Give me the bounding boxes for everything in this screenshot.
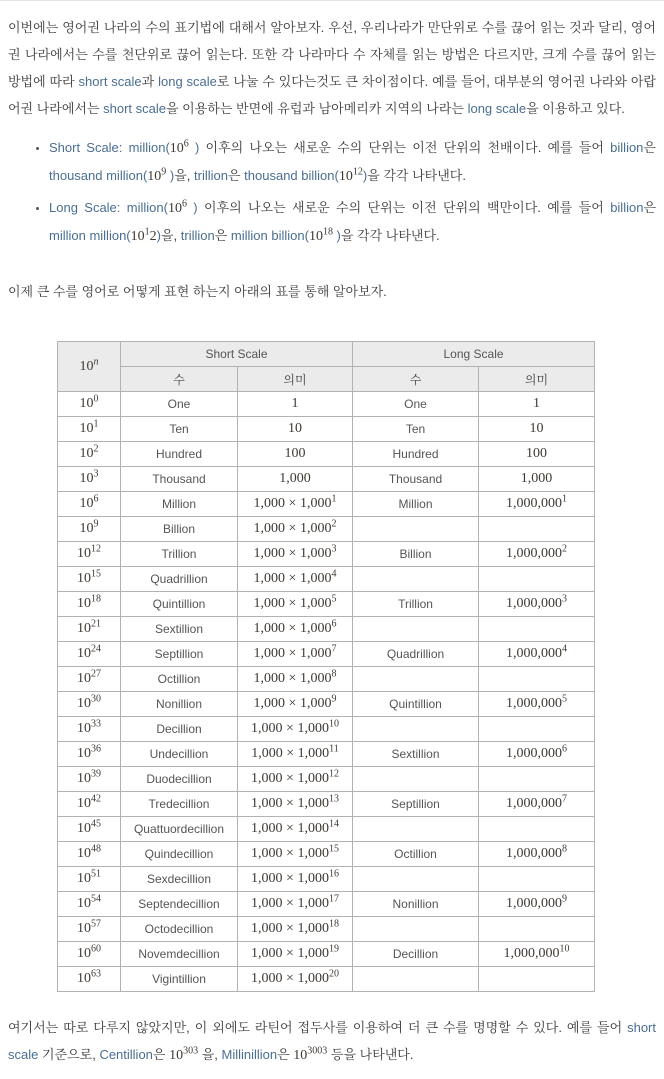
- exponent: 3: [93, 468, 99, 480]
- short-scale-name-cell: Thousand: [121, 467, 238, 492]
- short-scale-name-cell: Novemdecillion: [121, 942, 238, 967]
- long-scale-meaning-cell: 1: [479, 392, 595, 417]
- short-scale-name-cell: Quattuordecillion: [121, 817, 238, 842]
- short-number-header: 수: [121, 367, 238, 392]
- exponent: 2: [93, 443, 99, 455]
- table-row: [58, 642, 595, 667]
- table-row: [58, 867, 595, 892]
- power-cell: $10^{63}$: [58, 967, 121, 992]
- exponent: 6: [562, 743, 568, 755]
- math-text: 10: [338, 169, 353, 184]
- math-text: 6: [183, 138, 189, 150]
- short-scale-meaning-cell: 10: [238, 417, 353, 442]
- power-column-header: [58, 342, 121, 392]
- exponent: 36: [91, 743, 101, 755]
- english-text: trillion: [194, 168, 228, 183]
- power-cell: $10^{42}$: [58, 792, 121, 817]
- korean-text: 등을 나타낸다.: [327, 1047, 414, 1062]
- long-number-header: 수: [353, 367, 479, 392]
- korean-text: 이번에는 영어권 나라의 수의 표기법에 대해서 알아보자. 우선, 우리나라가 만단위로 수를 끊어 읽는 것과 달리, 영어권 나라에서는 수를 천단위로 끊어 읽는다. 또한 각 나라마다 수 자체를 읽는 방법은 다르지만, 크게 수를 끊어 읽는 방법에 따라: [8, 20, 656, 89]
- table-row: [58, 492, 595, 517]
- exponent: 10: [559, 943, 570, 955]
- math-text: 12: [352, 166, 363, 178]
- exponent: 17: [328, 893, 339, 905]
- short-scale-meaning-cell: 1: [238, 392, 353, 417]
- long-scale-meaning-cell: 1,000,000$^4$: [479, 642, 595, 667]
- short-scale-name-cell: One: [121, 392, 238, 417]
- korean-text: 로 나눌 수 있다는것도 큰 차이점이다. 예를 들어, 대부분의 영어권 나라와 아랍어권 나라에서는: [8, 74, 656, 116]
- english-text: billion: [610, 140, 644, 155]
- long-scale-meaning-cell: [479, 617, 595, 642]
- long-scale-meaning-cell: 1,000,000$^8$: [479, 842, 595, 867]
- exponent: 7: [331, 643, 337, 655]
- exponent: 6: [93, 493, 99, 505]
- top-divider: [0, 0, 664, 1]
- long-scale-name-cell: One: [353, 392, 479, 417]
- long-scale-name-cell: [353, 917, 479, 942]
- short-scale-meaning-cell: $1,000 \times 1,000^1$: [238, 492, 353, 517]
- long-scale-name-cell: Ten: [353, 417, 479, 442]
- exponent: 4: [331, 568, 337, 580]
- long-scale-meaning-cell: 1,000: [479, 467, 595, 492]
- english-text: ): [166, 168, 175, 183]
- table-row: [58, 667, 595, 692]
- exponent: 42: [91, 793, 101, 805]
- short-scale-name-cell: Sexdecillion: [121, 867, 238, 892]
- short-scale-name-cell: Vigintillion: [121, 967, 238, 992]
- english-text: million million(: [49, 228, 131, 243]
- exponent: 12: [328, 768, 339, 780]
- math-text: 10: [167, 201, 182, 216]
- long-scale-meaning-cell: [479, 667, 595, 692]
- short-scale-name-cell: Quadrillion: [121, 567, 238, 592]
- short-scale-meaning-cell: $1,000 \times 1,000^{18}$: [238, 917, 353, 942]
- math-text: 303: [183, 1045, 199, 1057]
- short-scale-meaning-cell: $1,000 \times 1,000^{17}$: [238, 892, 353, 917]
- power-cell: $10^3$: [58, 467, 121, 492]
- short-scale-meaning-cell: $1,000 \times 1,000^{11}$: [238, 742, 353, 767]
- long-scale-name-cell: Octillion: [353, 842, 479, 867]
- long-scale-name-cell: Septillion: [353, 792, 479, 817]
- power-cell: $10^{33}$: [58, 717, 121, 742]
- short-scale-meaning-cell: $1,000 \times 1,000^6$: [238, 617, 353, 642]
- korean-text: 은: [277, 1047, 294, 1062]
- long-scale-meaning-cell: 100: [479, 442, 595, 467]
- long-scale-meaning-cell: 1,000,000$^3$: [479, 592, 595, 617]
- exponent: 21: [91, 618, 101, 630]
- english-text: ): [156, 228, 161, 243]
- english-text: billion: [610, 200, 644, 215]
- english-text: short scale: [8, 1020, 656, 1062]
- number-scale-table: [57, 341, 595, 992]
- table-row: [58, 842, 595, 867]
- korean-text: 이후의 나오는 새로운 수의 단위는 이전 단위의 천배이다. 예를 들어: [199, 140, 611, 155]
- exponent: 9: [93, 518, 99, 530]
- english-text: Centillion: [99, 1047, 153, 1062]
- long-scale-name-cell: [353, 517, 479, 542]
- short-scale-name-cell: Sextillion: [121, 617, 238, 642]
- korean-text: 은: [214, 228, 231, 243]
- power-cell: $10^{21}$: [58, 617, 121, 642]
- long-scale-meaning-cell: [479, 567, 595, 592]
- long-scale-meaning-cell: [479, 867, 595, 892]
- exponent: 48: [91, 843, 101, 855]
- long-scale-name-cell: Trillion: [353, 592, 479, 617]
- math-text: 10: [293, 1048, 308, 1063]
- power-cell: $10^{51}$: [58, 867, 121, 892]
- long-scale-meaning-cell: [479, 517, 595, 542]
- table-header-row-2: [58, 367, 595, 392]
- short-scale-name-cell: Billion: [121, 517, 238, 542]
- table-row: [58, 517, 595, 542]
- table-row: [58, 917, 595, 942]
- english-text: Millinillion: [221, 1047, 278, 1062]
- math-text: 9: [161, 166, 167, 178]
- short-scale-meaning-cell: $1,000 \times 1,000^4$: [238, 567, 353, 592]
- long-scale-name-cell: [353, 567, 479, 592]
- power-cell: $10^{12}$: [58, 542, 121, 567]
- english-text: million billion(: [230, 228, 309, 243]
- table-row: [58, 567, 595, 592]
- english-text: ): [332, 228, 341, 243]
- short-scale-meaning-cell: 100: [238, 442, 353, 467]
- korean-text: 을,: [160, 228, 181, 243]
- korean-text: 을,: [198, 1047, 222, 1062]
- short-scale-meaning-cell: $1,000 \times 1,000^{16}$: [238, 867, 353, 892]
- short-scale-meaning-cell: $1,000 \times 1,000^7$: [238, 642, 353, 667]
- long-scale-name-cell: Nonillion: [353, 892, 479, 917]
- power-cell: $10^{54}$: [58, 892, 121, 917]
- exponent: 8: [562, 843, 568, 855]
- scale-table-body: [58, 392, 595, 992]
- power-cell: $10^2$: [58, 442, 121, 467]
- korean-text: 을 이용하는 반면에 유럽과 남아메리카 지역의 나라는: [166, 101, 468, 116]
- exponent: 11: [329, 743, 339, 755]
- power-cell: $10^6$: [58, 492, 121, 517]
- exponent: 63: [91, 968, 101, 980]
- long-scale-name-cell: [353, 717, 479, 742]
- short-scale-header: Short Scale: [121, 342, 353, 367]
- short-scale-meaning-cell: $1,000 \times 1,000^{20}$: [238, 967, 353, 992]
- exponent: 3: [331, 543, 337, 555]
- exponent: 45: [91, 818, 101, 830]
- exponent: 8: [331, 668, 337, 680]
- power-cell: $10^{30}$: [58, 692, 121, 717]
- exponent: 19: [328, 943, 339, 955]
- long-scale-meaning-cell: 1,000,000$^9$: [479, 892, 595, 917]
- long-scale-meaning-cell: [479, 717, 595, 742]
- short-scale-meaning-cell: $1,000 \times 1,000^{10}$: [238, 717, 353, 742]
- exponent: 1: [93, 418, 99, 430]
- long-scale-meaning-cell: 1,000,000$^2$: [479, 542, 595, 567]
- table-row: [58, 767, 595, 792]
- short-scale-name-cell: Hundred: [121, 442, 238, 467]
- exponent: 39: [91, 768, 101, 780]
- english-text: ): [362, 168, 368, 183]
- power-cell: $10^{36}$: [58, 742, 121, 767]
- math-text: 18: [322, 226, 333, 238]
- long-scale-name-cell: Thousand: [353, 467, 479, 492]
- short-scale-meaning-cell: $1,000 \times 1,000^9$: [238, 692, 353, 717]
- exponent: 18: [328, 918, 339, 930]
- table-intro-paragraph: [8, 278, 656, 305]
- short-scale-definition-item: [49, 134, 656, 190]
- short-scale-name-cell: Septillion: [121, 642, 238, 667]
- power-cell: $10^{39}$: [58, 767, 121, 792]
- table-row: [58, 817, 595, 842]
- exponent: 18: [91, 593, 101, 605]
- long-meaning-header: 의미: [479, 367, 595, 392]
- exponent: 16: [328, 868, 339, 880]
- long-scale-name-cell: [353, 867, 479, 892]
- korean-text: 을 각각 나타낸다.: [340, 228, 440, 243]
- long-scale-name-cell: [353, 967, 479, 992]
- long-scale-name-cell: Quintillion: [353, 692, 479, 717]
- exponent: 15: [328, 843, 339, 855]
- exponent: 3: [562, 593, 568, 605]
- table-row: [58, 542, 595, 567]
- exponent: 2: [562, 543, 568, 555]
- short-scale-name-cell: Trillion: [121, 542, 238, 567]
- short-scale-name-cell: Decillion: [121, 717, 238, 742]
- english-text: ): [186, 200, 198, 215]
- math-text: 3003: [307, 1045, 328, 1057]
- korean-text: 이제 큰 수를 영어로 어떻게 표현 하는지 아래의 표를 통해 알아보자.: [8, 284, 387, 299]
- long-scale-header: Long Scale: [353, 342, 595, 367]
- long-scale-meaning-cell: 10: [479, 417, 595, 442]
- exponent: 7: [562, 793, 568, 805]
- korean-text: 은: [643, 140, 656, 155]
- table-row: [58, 417, 595, 442]
- long-scale-name-cell: Sextillion: [353, 742, 479, 767]
- long-scale-meaning-cell: 1,000,000$^{10}$: [479, 942, 595, 967]
- math-text: 10: [169, 1048, 184, 1063]
- exponent: 24: [91, 643, 101, 655]
- long-scale-name-cell: [353, 667, 479, 692]
- exponent: 5: [562, 693, 568, 705]
- exponent: 2: [331, 518, 337, 530]
- math-text: 6: [181, 198, 187, 210]
- power-cell: $10^{18}$: [58, 592, 121, 617]
- table-row: [58, 742, 595, 767]
- korean-text: 을,: [174, 168, 195, 183]
- power-cell: $10^{57}$: [58, 917, 121, 942]
- english-text: short scale: [103, 101, 167, 116]
- table-header-row-1: [58, 342, 595, 367]
- table-row: [58, 967, 595, 992]
- exponent: 6: [331, 618, 337, 630]
- exponent: 5: [331, 593, 337, 605]
- long-scale-meaning-cell: 1,000,000$^7$: [479, 792, 595, 817]
- short-scale-name-cell: Million: [121, 492, 238, 517]
- exponent: 9: [331, 693, 337, 705]
- table-row: [58, 692, 595, 717]
- korean-text: 을 이용하고 있다.: [526, 101, 625, 116]
- long-scale-meaning-cell: 1,000,000$^5$: [479, 692, 595, 717]
- long-scale-meaning-cell: 1,000,000$^1$: [479, 492, 595, 517]
- power-cell: $10^{24}$: [58, 642, 121, 667]
- math-text: 10: [308, 229, 323, 244]
- short-scale-meaning-cell: 1,000: [238, 467, 353, 492]
- long-scale-meaning-cell: [479, 817, 595, 842]
- korean-text: 은: [228, 168, 245, 183]
- math-text: 10: [147, 169, 162, 184]
- table-header: [58, 342, 595, 392]
- exponent: 1: [562, 493, 568, 505]
- table-row: [58, 442, 595, 467]
- exponent: 54: [91, 893, 101, 905]
- power-cell: $10^{48}$: [58, 842, 121, 867]
- english-text: ): [188, 140, 200, 155]
- power-cell: $10^1$: [58, 417, 121, 442]
- table-row: [58, 717, 595, 742]
- short-scale-name-cell: Duodecillion: [121, 767, 238, 792]
- english-text: thousand billion(: [244, 168, 339, 183]
- long-scale-meaning-cell: [479, 767, 595, 792]
- korean-text: 은: [152, 1047, 170, 1062]
- english-text: short scale: [78, 74, 142, 89]
- long-scale-name-cell: [353, 817, 479, 842]
- short-scale-meaning-cell: $1,000 \times 1,000^8$: [238, 667, 353, 692]
- table-row: [58, 892, 595, 917]
- power-cell: $10^{15}$: [58, 567, 121, 592]
- exponent: 30: [91, 693, 101, 705]
- short-scale-meaning-cell: $1,000 \times 1,000^3$: [238, 542, 353, 567]
- short-scale-meaning-cell: $1,000 \times 1,000^{15}$: [238, 842, 353, 867]
- long-scale-name-cell: [353, 767, 479, 792]
- english-text: thousand million(: [49, 168, 148, 183]
- exponent: 10: [328, 718, 339, 730]
- exponent: 20: [328, 968, 339, 980]
- long-scale-name-cell: Hundred: [353, 442, 479, 467]
- short-scale-name-cell: Nonillion: [121, 692, 238, 717]
- exponent: 13: [328, 793, 339, 805]
- power-cell: $10^{27}$: [58, 667, 121, 692]
- table-row: [58, 617, 595, 642]
- korean-text: 은: [643, 200, 656, 215]
- long-scale-meaning-cell: 1,000,000$^6$: [479, 742, 595, 767]
- exponent: 27: [91, 668, 101, 680]
- long-scale-name-cell: [353, 617, 479, 642]
- table-row: [58, 942, 595, 967]
- english-text: long scale: [467, 101, 527, 116]
- power-cell: $10^9$: [58, 517, 121, 542]
- exponent: 33: [91, 718, 101, 730]
- table-row: [58, 792, 595, 817]
- short-scale-meaning-cell: $1,000 \times 1,000^2$: [238, 517, 353, 542]
- short-scale-name-cell: Tredecillion: [121, 792, 238, 817]
- short-scale-name-cell: Octodecillion: [121, 917, 238, 942]
- short-scale-meaning-cell: $1,000 \times 1,000^5$: [238, 592, 353, 617]
- exponent: 60: [91, 943, 101, 955]
- short-scale-meaning-cell: $1,000 \times 1,000^{12}$: [238, 767, 353, 792]
- long-scale-name-cell: Quadrillion: [353, 642, 479, 667]
- math-text: 2: [149, 229, 157, 244]
- power-exponent: n: [93, 355, 99, 367]
- korean-text: 기준으로,: [38, 1047, 100, 1062]
- long-scale-name-cell: Decillion: [353, 942, 479, 967]
- intro-paragraph: [8, 14, 656, 122]
- exponent: 51: [91, 868, 101, 880]
- korean-text: 이후의 나오는 새로운 수의 단위는 이전 단위의 백만이다. 예를 들어: [197, 200, 611, 215]
- math-text: 1: [144, 226, 150, 238]
- short-scale-meaning-cell: $1,000 \times 1,000^{19}$: [238, 942, 353, 967]
- english-text: Short Scale: million(: [49, 140, 170, 155]
- power-base: 10: [79, 358, 94, 374]
- exponent: 14: [328, 818, 339, 830]
- english-text: long scale: [158, 74, 217, 89]
- korean-text: 여기서는 따로 다루지 않았지만, 이 외에도 라틴어 접두사를 이용하여 더 큰 수를 명명할 수 있다. 예를 들어: [8, 1020, 628, 1035]
- power-cell: $10^0$: [58, 392, 121, 417]
- english-text: trillion: [180, 228, 215, 243]
- long-scale-definition-item: [49, 194, 656, 250]
- table-row: [58, 467, 595, 492]
- exponent: 9: [562, 893, 568, 905]
- math-text: 10: [130, 229, 145, 244]
- short-meaning-header: 의미: [238, 367, 353, 392]
- english-text: Long Scale: million(: [49, 200, 168, 215]
- long-scale-name-cell: Million: [353, 492, 479, 517]
- long-scale-name-cell: Billion: [353, 542, 479, 567]
- outro-paragraph: [8, 1014, 656, 1069]
- short-scale-name-cell: Quindecillion: [121, 842, 238, 867]
- table-row: [58, 592, 595, 617]
- short-scale-name-cell: Ten: [121, 417, 238, 442]
- article-body: [0, 14, 664, 1079]
- exponent: 15: [91, 568, 101, 580]
- short-scale-name-cell: Octillion: [121, 667, 238, 692]
- short-scale-name-cell: Quintillion: [121, 592, 238, 617]
- exponent: 57: [91, 918, 101, 930]
- short-scale-name-cell: Undecillion: [121, 742, 238, 767]
- korean-text: 을 각각 나타낸다.: [367, 168, 466, 183]
- exponent: 12: [91, 543, 101, 555]
- power-cell: $10^{45}$: [58, 817, 121, 842]
- scale-definition-list: [8, 134, 656, 250]
- math-text: 10: [169, 141, 184, 156]
- exponent: 1: [331, 493, 337, 505]
- table-row: [58, 392, 595, 417]
- short-scale-meaning-cell: $1,000 \times 1,000^{14}$: [238, 817, 353, 842]
- korean-text: 과: [141, 74, 159, 89]
- short-scale-name-cell: Septendecillion: [121, 892, 238, 917]
- exponent: 0: [93, 393, 99, 405]
- long-scale-meaning-cell: [479, 917, 595, 942]
- power-cell: $10^{60}$: [58, 942, 121, 967]
- long-scale-meaning-cell: [479, 967, 595, 992]
- short-scale-meaning-cell: $1,000 \times 1,000^{13}$: [238, 792, 353, 817]
- exponent: 4: [562, 643, 568, 655]
